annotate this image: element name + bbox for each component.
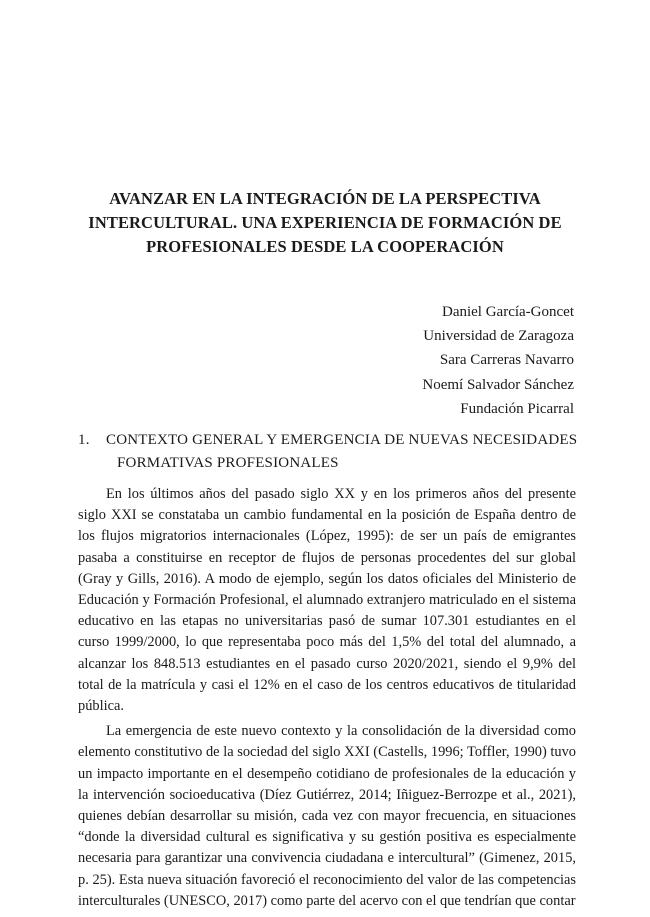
author-name: Noemí Salvador Sánchez [422,376,574,393]
paragraph: La emergencia de este nuevo contexto y la consolidación de la diversidad como elemento constitutivo de la sociedad del siglo XXI (Castells, 1996; Toffler, 1990) tuvo un impacto importante en el desempeño cotidiano de profesionales de la educación y la intervención socioeducativa (Díez Gutiérrez, 2014; Iñiguez-Berrozpe et al., 2021), quienes debían desarrollar su misión, cada vez con mayor frecuencia, en situaciones “donde la diversidad cultural es significativa y su gestión positiva es especialmente necesaria para garantizar una convivencia ciudadana e intercultural” (Gimenez, 2015, p. 25). Esta nueva situación favoreció el reconocimiento del valor de las competencias interculturales (UNESCO, 2017) como parte del acervo con el que tendrían que contar [78,723,576,909]
chapter-title-line-1: AVANZAR EN LA INTEGRACIÓN DE LA PERSPECTIVA [109,189,541,208]
author-affiliation: Universidad de Zaragoza [423,328,574,345]
section-heading [78,429,578,475]
author-name: Sara Carreras Navarro [439,352,574,369]
author-name: Daniel García-Goncet [441,304,574,320]
chapter-title [70,187,580,259]
section-title-line-1: CONTEXTO GENERAL Y EMERGENCIA DE NUEVAS NECESIDADES [106,432,578,448]
author-block [422,300,574,421]
paragraph: En los últimos años del pasado siglo XX y en los primeros años del presente siglo XXI se constataba un cambio fundamental en la posición de España dentro de los flujos migratorios internacionales (López, 1995): de ser un país de emigrantes pasaba a constituirse en receptor de flujos de personas procedentes del sur global (Gray y Gills, 2016). A modo de ejemplo, según los datos oficiales del Ministerio de Educación y Formación Profesional, el alumnado extranjero matriculado en el sistema educativo en las etapas no universitarias pasó de sumar 107.301 estudiantes en el curso 1999/2000, lo que representaba poco más del 1,5% del total del alumnado, a alcanzar los 848.513 estudiantes en el pasado curso 2020/2021, siendo el 9,9% del total de la matrícula y casi el 12% en el caso de los centros educativos de titularidad pública. [78,486,576,715]
author-affiliation: Fundación Picarral [460,400,574,417]
chapter-title-line-2: INTERCULTURAL. UNA EXPERIENCIA DE FORMACIÓN DE [88,213,562,232]
section-title-line-2: FORMATIVAS PROFESIONALES [117,455,339,471]
chapter-title-line-3: PROFESIONALES DESDE LA COOPERACIÓN [146,237,504,256]
body-text [78,484,576,916]
section-number: 1. [78,432,90,448]
